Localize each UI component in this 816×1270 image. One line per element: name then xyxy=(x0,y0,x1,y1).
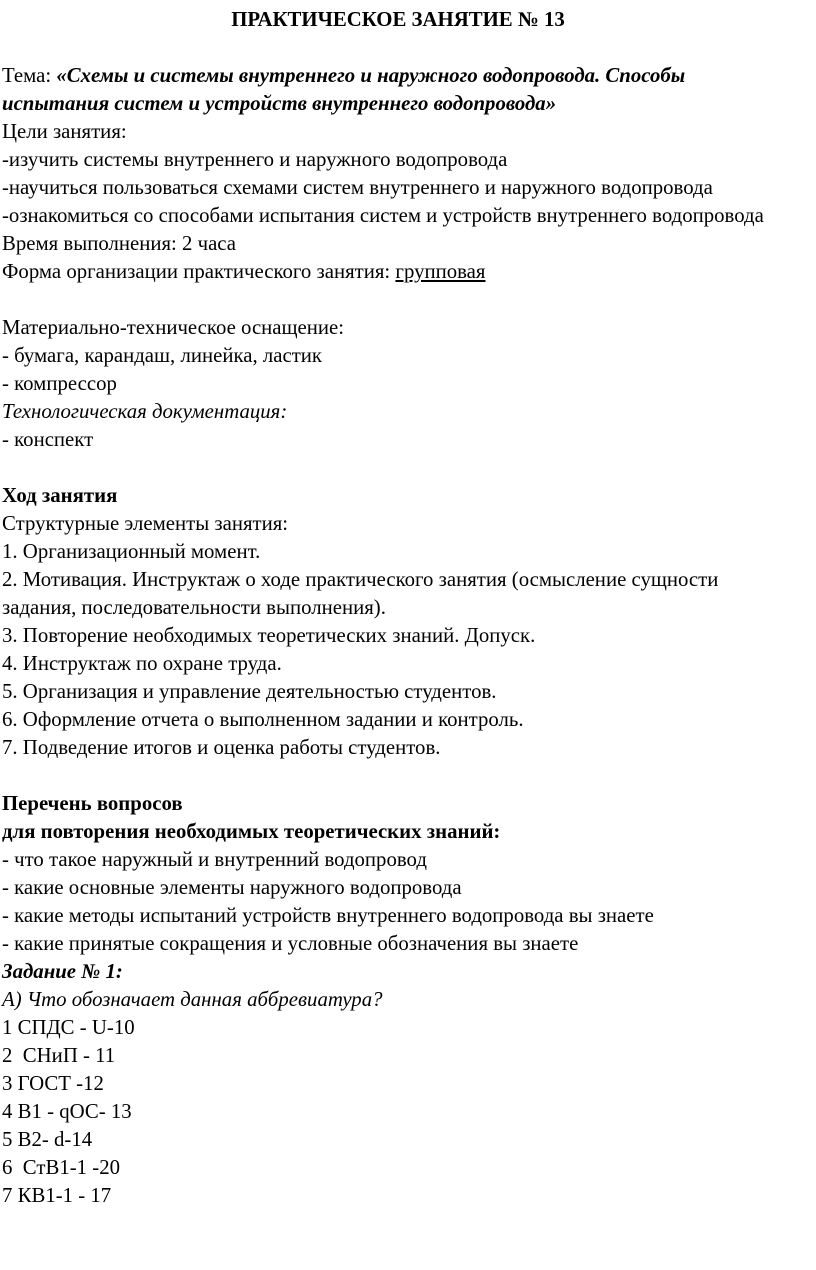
goal-item: -научиться пользоваться схемами систем внутреннего и наружного водопровода xyxy=(2,176,713,199)
form-label: Форма организации практического занятия: xyxy=(2,260,396,283)
question-item: - какие основные элементы наружного водопровода xyxy=(2,876,462,899)
course-step: 5. Организация и управление деятельностью студентов. xyxy=(2,680,497,703)
course-step: 6. Оформление отчета о выполненном задании и контроль. xyxy=(2,708,524,731)
page-title: ПРАКТИЧЕСКОЕ ЗАНЯТИЕ № 13 xyxy=(231,8,565,31)
goal-item: -ознакомиться со способами испытания систем и устройств внутреннего водопровода xyxy=(2,204,764,227)
questions-subheading: для повторения необходимых теоретических знаний: xyxy=(2,820,501,843)
course-step: 7. Подведение итогов и оценка работы студентов. xyxy=(2,736,441,759)
topic xyxy=(2,62,794,118)
task-heading: Задание № 1: xyxy=(2,960,123,983)
course-step: 1. Организационный момент. xyxy=(2,540,261,563)
documentation-heading: Технологическая документация: xyxy=(2,400,288,423)
topic-label: Тема: xyxy=(2,64,57,87)
goals-heading: Цели занятия: xyxy=(2,120,127,143)
task-question: А) Что обозначает данная аббревиатура? xyxy=(2,988,383,1011)
documentation-item: - конспект xyxy=(2,428,94,451)
question-item: - что такое наружный и внутренний водопровод xyxy=(2,848,427,871)
task-item: 2 СНиП - 11 xyxy=(2,1044,116,1067)
spacer xyxy=(2,762,794,790)
questions-heading: Перечень вопросов xyxy=(2,792,183,815)
equipment-item: - компрессор xyxy=(2,372,117,395)
task-item: 7 КВ1-1 - 17 xyxy=(2,1184,112,1207)
task-item: 6 СтВ1-1 -20 xyxy=(2,1156,120,1179)
equipment-heading: Материально-техническое оснащение: xyxy=(2,316,345,339)
organization-form xyxy=(2,258,794,286)
course-step: 4. Инструктаж по охране труда. xyxy=(2,652,282,675)
task-item: 5 В2- d-14 xyxy=(2,1128,93,1151)
form-value: групповая xyxy=(395,260,486,283)
task-item: 3 ГОСТ -12 xyxy=(2,1072,104,1095)
goal-item: -изучить системы внутреннего и наружного водопровода xyxy=(2,148,508,171)
equipment-item: - бумага, карандаш, линейка, ластик xyxy=(2,344,323,367)
course-step: 2. Мотивация. Инструктаж о ходе практического занятия (осмысление сущности задания, последовательности выполнения). xyxy=(2,568,724,619)
task-item: 4 В1 - qОС- 13 xyxy=(2,1100,132,1123)
task-item: 1 СПДС - U-10 xyxy=(2,1016,135,1039)
course-step: 3. Повторение необходимых теоретических знаний. Допуск. xyxy=(2,624,536,647)
spacer xyxy=(2,454,794,482)
duration: Время выполнения: 2 часа xyxy=(2,232,237,255)
spacer xyxy=(2,286,794,314)
question-item: - какие принятые сокращения и условные обозначения вы знаете xyxy=(2,932,579,955)
question-item: - какие методы испытаний устройств внутреннего водопровода вы знаете xyxy=(2,904,654,927)
topic-text: «Схемы и системы внутреннего и наружного водопровода. Способы испытания систем и устройств внутреннего водопровода» xyxy=(2,64,691,115)
course-heading: Ход занятия xyxy=(2,484,118,507)
course-subheading: Структурные элементы занятия: xyxy=(2,512,289,535)
